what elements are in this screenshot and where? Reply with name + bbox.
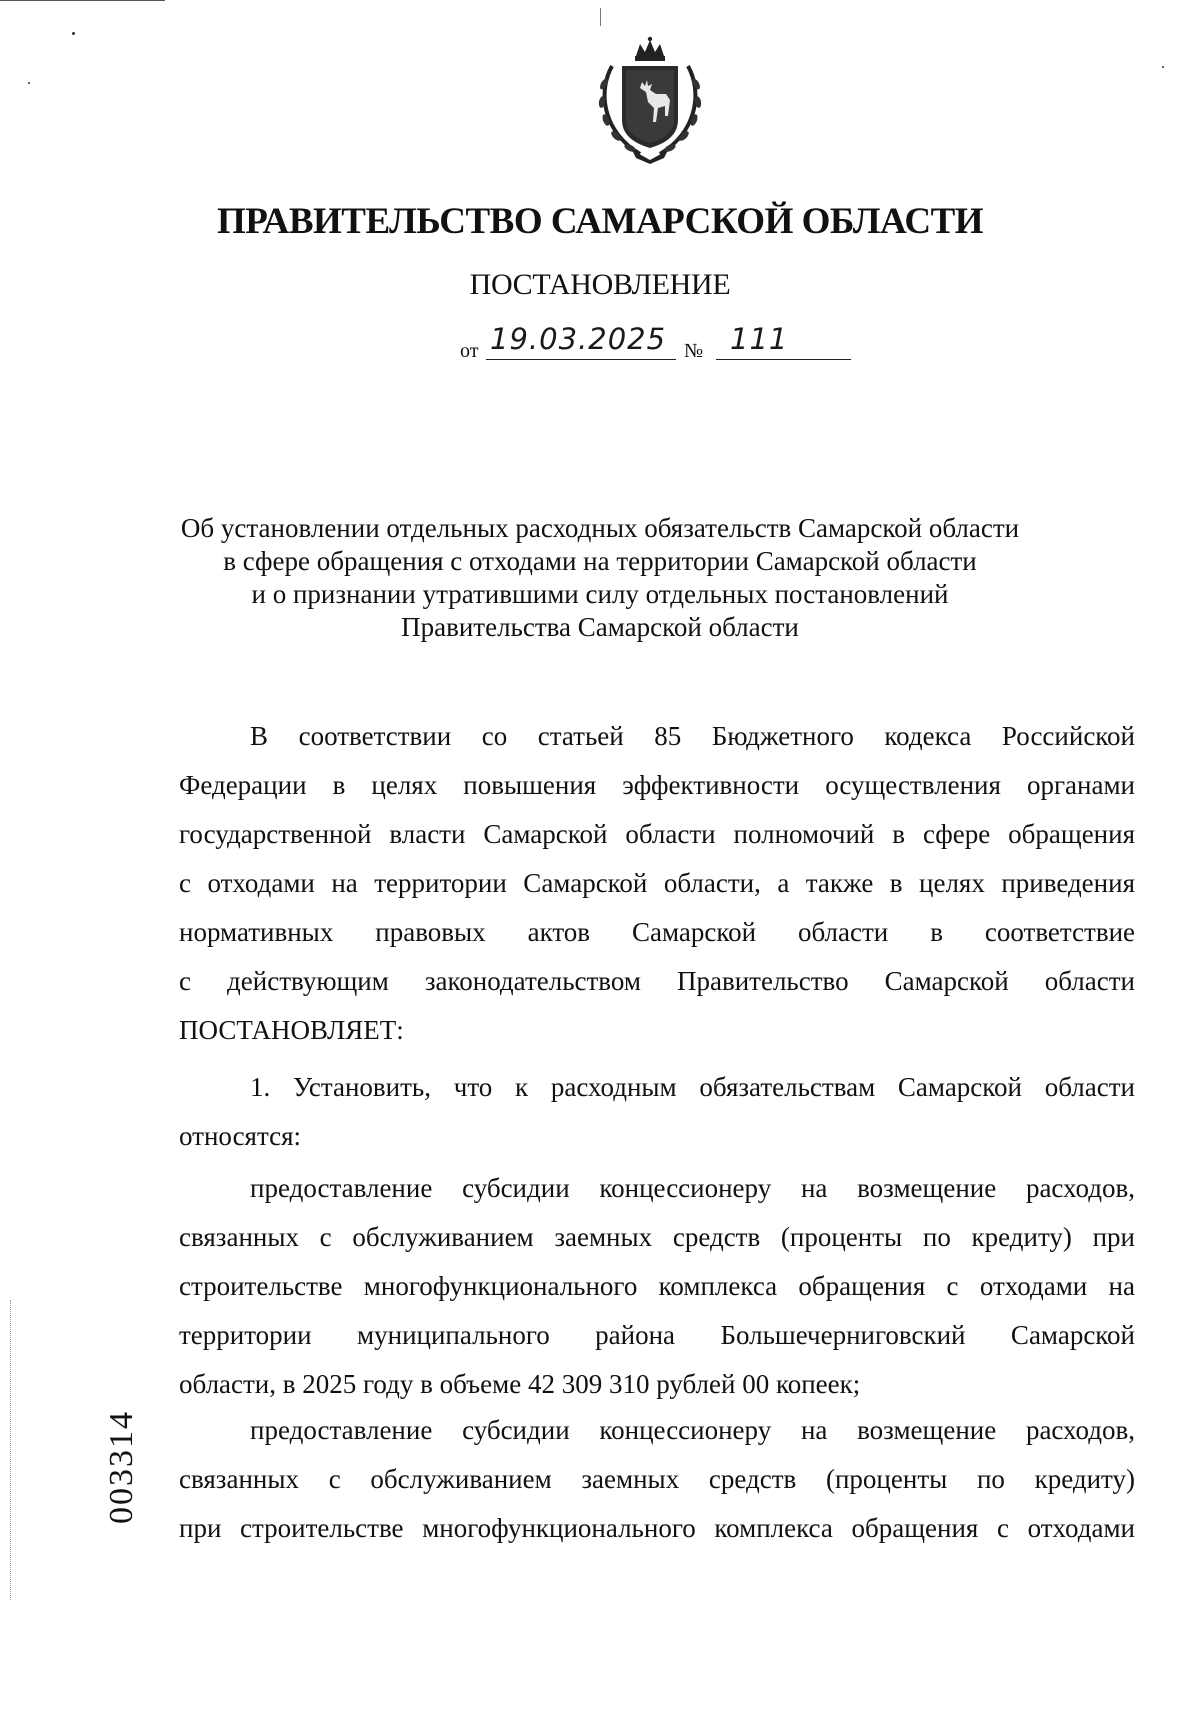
text-line: области, в 2025 году в объеме 42 309 310 рублей 00 копеек; — [179, 1369, 861, 1399]
text-line: с действующим законодательством Правительство Самарской области — [179, 966, 1135, 996]
number-underline — [716, 359, 851, 360]
text-line: связанных с обслуживанием заемных средств (проценты по кредиту) — [179, 1464, 1135, 1494]
text-line: территории муниципального района Большечерниговский Самарской — [179, 1320, 1135, 1350]
serial-text: 003314 — [103, 1410, 140, 1524]
government-title: ПРАВИТЕЛЬСТВО САМАРСКОЙ ОБЛАСТИ — [216, 201, 984, 242]
subsidy-paragraph-1 — [179, 1164, 1135, 1409]
scan-edge-line — [0, 0, 165, 1]
scan-speck — [28, 82, 30, 84]
scan-speck — [1162, 66, 1164, 68]
text-line: ПОСТАНОВЛЯЕТ: — [179, 1015, 404, 1045]
scan-edge-line — [10, 1300, 12, 1600]
text-line: государственной власти Самарской области полномочий в сфере обращения — [179, 819, 1135, 849]
number-label: № — [684, 340, 704, 362]
subject-line: Правительства Самарской области — [401, 612, 799, 642]
scan-speck — [72, 32, 75, 35]
text-line: с отходами на территории Самарской области, а также в целях приведения — [179, 868, 1135, 898]
document-subject — [150, 512, 1050, 644]
subject-line: в сфере обращения с отходами на территории Самарской области — [223, 546, 977, 576]
document-type: ПОСТАНОВЛЕНИЕ — [469, 268, 731, 301]
text-line: Федерации в целях повышения эффективности осуществления органами — [179, 770, 1135, 800]
text-line: связанных с обслуживанием заемных средств (проценты по кредиту) при — [179, 1222, 1135, 1252]
subject-line: Об установлении отдельных расходных обязательств Самарской области — [180, 513, 1020, 543]
date-underline — [486, 359, 676, 360]
scan-mark — [600, 8, 601, 26]
text-line: предоставление субсидии концессионеру на возмещение расходов, — [250, 1415, 1135, 1445]
subject-line: и о признании утратившими силу отдельных постановлений — [251, 579, 949, 609]
item-1-paragraph — [179, 1063, 1135, 1161]
preamble-paragraph — [179, 712, 1135, 1055]
text-line: 1. Установить, что к расходным обязательствам Самарской области — [250, 1072, 1135, 1102]
text-line: относятся: — [179, 1121, 302, 1151]
handwritten-date: 19.03.2025 — [490, 322, 667, 356]
text-line: В соответствии со статьей 85 Бюджетного кодекса Российской — [250, 721, 1135, 751]
text-line: при строительстве многофункционального комплекса обращения с отходами — [179, 1513, 1135, 1543]
coat-of-arms-icon — [590, 36, 710, 164]
handwritten-number: 111 — [730, 322, 789, 356]
subsidy-paragraph-2 — [179, 1406, 1135, 1553]
date-number-line — [460, 318, 860, 362]
date-label: от — [460, 340, 479, 362]
text-line: предоставление субсидии концессионеру на возмещение расходов, — [250, 1173, 1135, 1203]
text-line: нормативных правовых актов Самарской области в соответствие — [179, 917, 1135, 947]
text-line: строительстве многофункционального комплекса обращения с отходами на — [179, 1271, 1135, 1301]
